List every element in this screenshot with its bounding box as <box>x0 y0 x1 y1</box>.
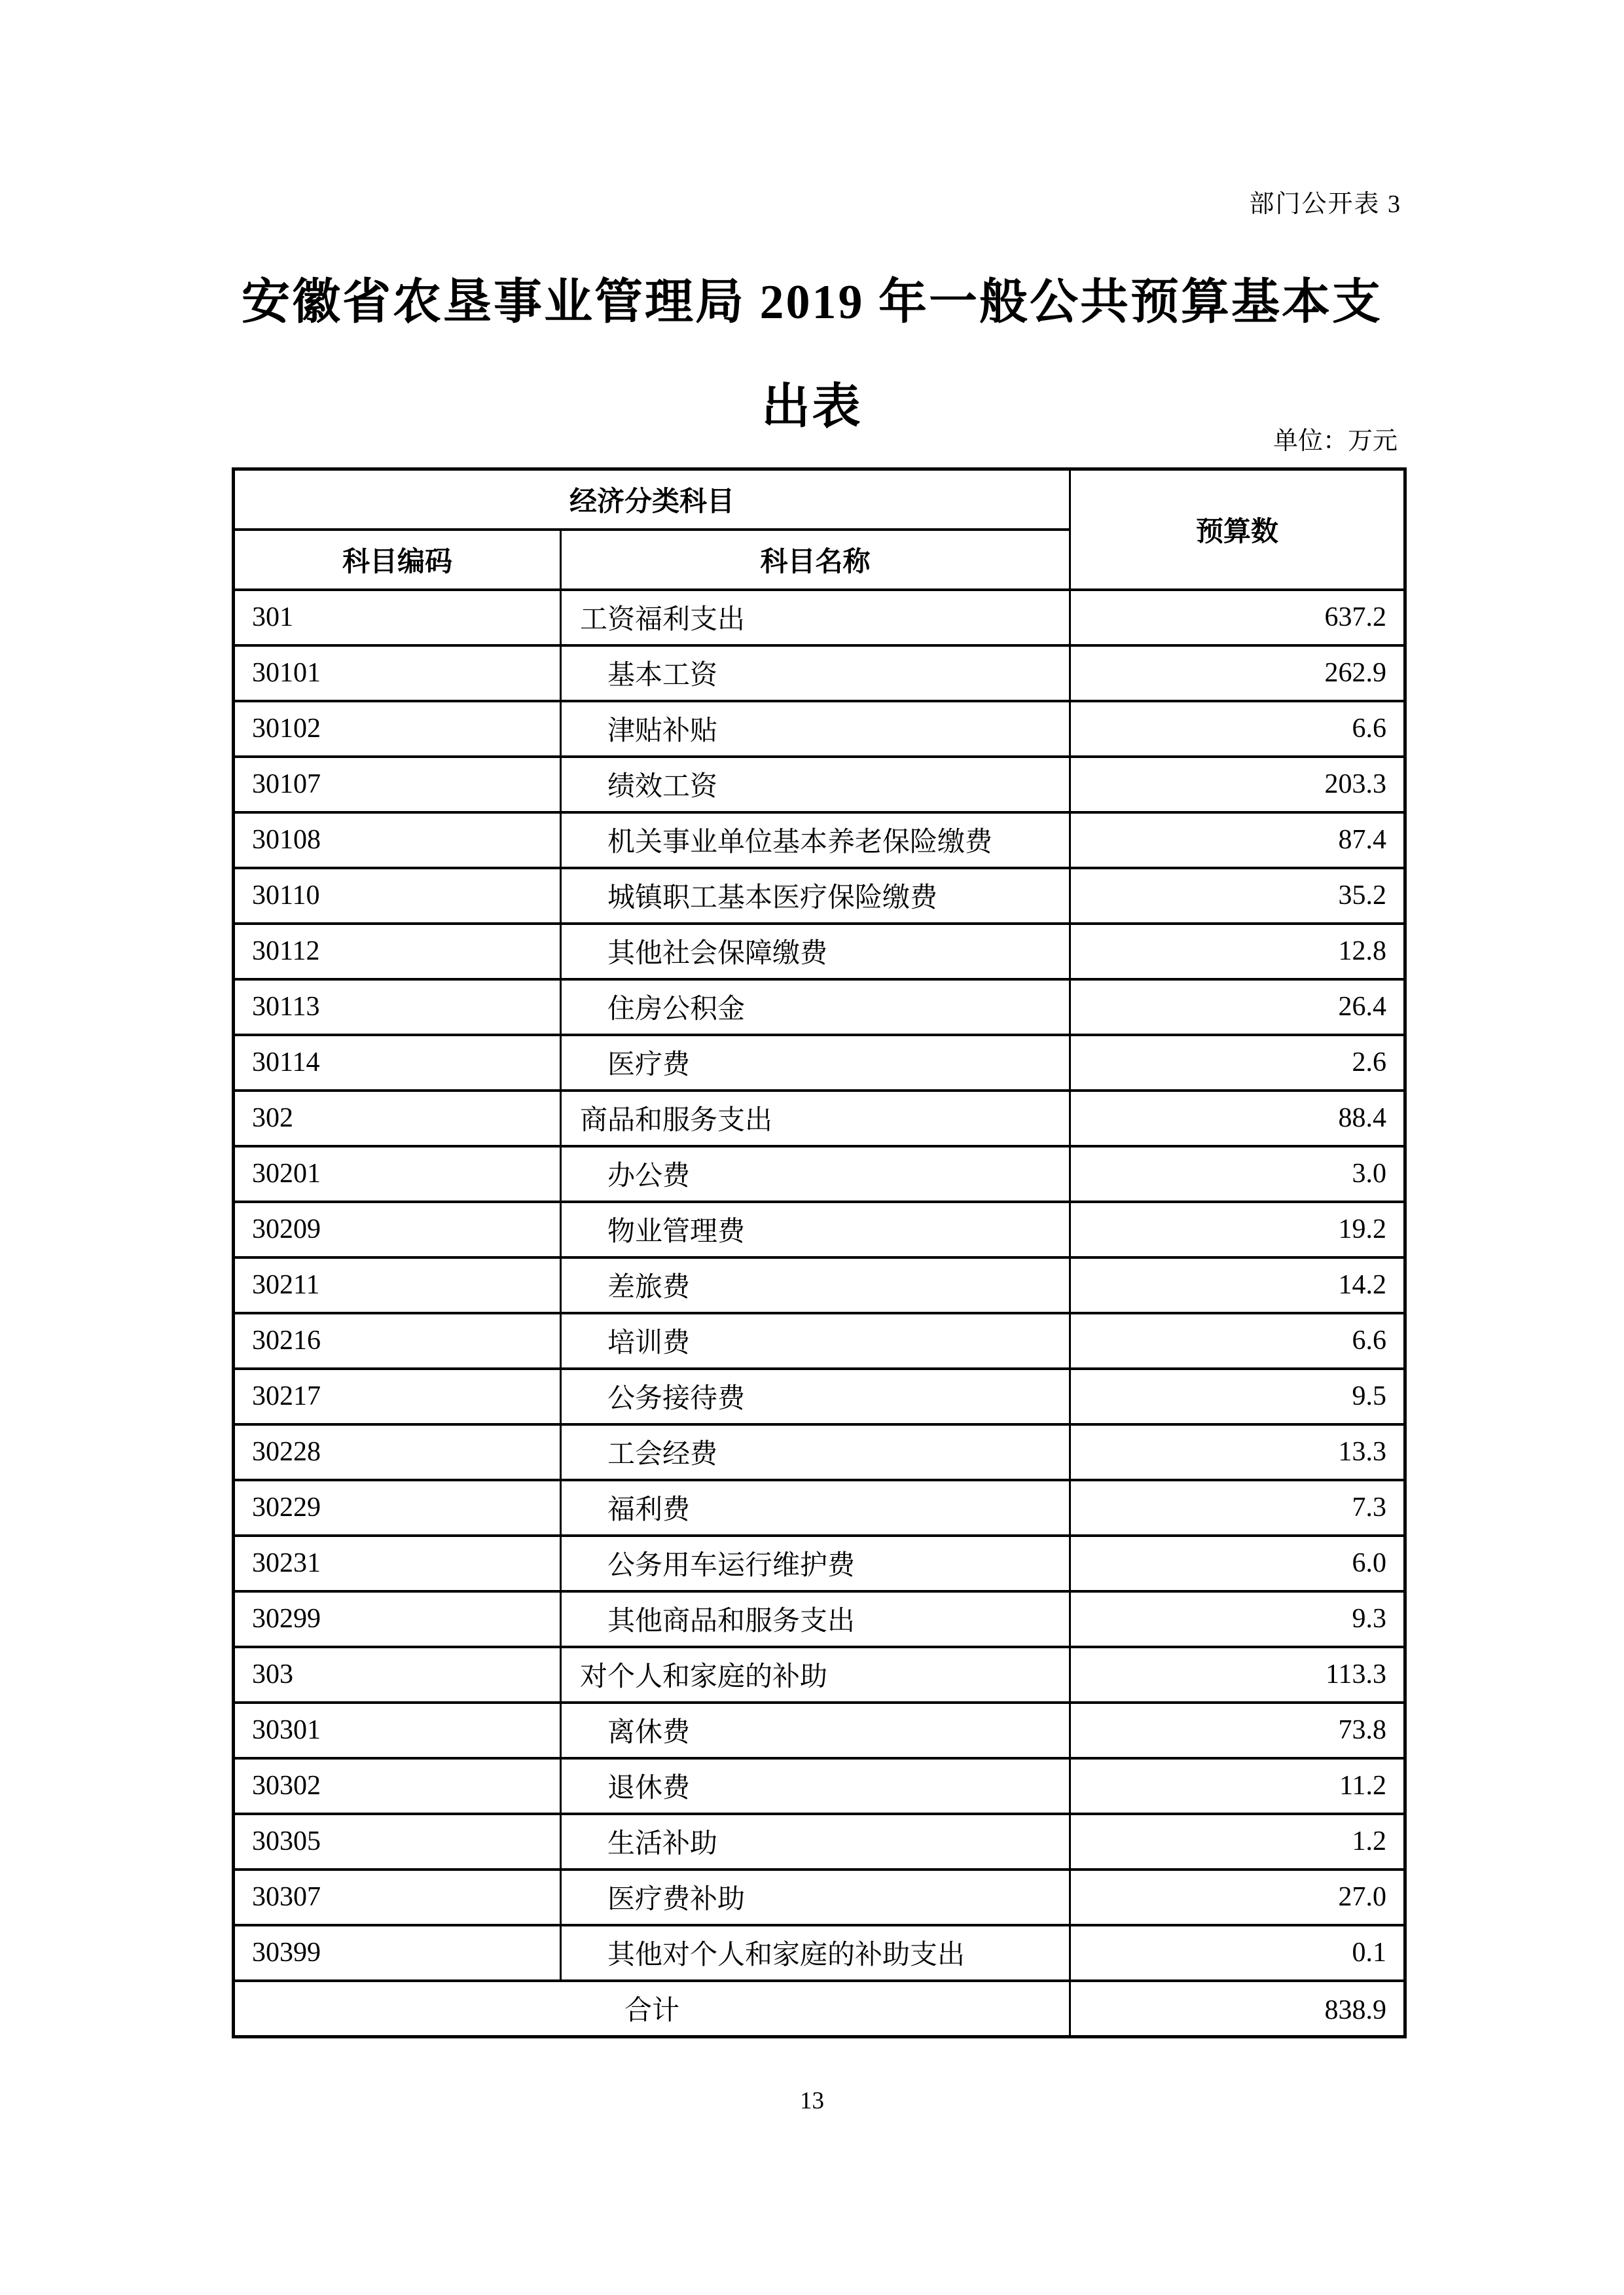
row-name: 对个人和家庭的补助 <box>561 1647 1070 1703</box>
row-name: 福利费 <box>561 1480 1070 1536</box>
page-title-line1: 安徽省农垦事业管理局 2019 年一般公共预算基本支 <box>242 276 1382 329</box>
table-row <box>234 1480 1405 1536</box>
table-row <box>234 645 1405 701</box>
table-row <box>234 1758 1405 1814</box>
row-code: 30211 <box>234 1257 561 1313</box>
header-code: 科目编码 <box>234 530 561 590</box>
row-code: 302 <box>234 1091 561 1146</box>
row-name: 住房公积金 <box>561 979 1070 1035</box>
table-row <box>234 1814 1405 1870</box>
row-value: 637.2 <box>1070 590 1405 645</box>
row-name: 生活补助 <box>561 1814 1070 1870</box>
row-value: 19.2 <box>1070 1202 1405 1257</box>
row-code: 30228 <box>234 1424 561 1480</box>
row-value: 203.3 <box>1070 757 1405 812</box>
table-row <box>234 1870 1405 1925</box>
row-name: 医疗费补助 <box>561 1870 1070 1925</box>
row-value: 14.2 <box>1070 1257 1405 1313</box>
row-name: 工会经费 <box>561 1424 1070 1480</box>
row-value: 7.3 <box>1070 1480 1405 1536</box>
header-row-group <box>234 469 1405 530</box>
row-code: 30108 <box>234 812 561 868</box>
row-code: 30201 <box>234 1146 561 1202</box>
budget-table <box>232 467 1407 2038</box>
row-value: 113.3 <box>1070 1647 1405 1703</box>
total-value: 838.9 <box>1070 1981 1405 2037</box>
header-name: 科目名称 <box>561 530 1070 590</box>
table-row <box>234 757 1405 812</box>
row-code: 30113 <box>234 979 561 1035</box>
document-tag: 部门公开表 3 <box>1249 190 1401 218</box>
row-name: 其他商品和服务支出 <box>561 1591 1070 1647</box>
row-name: 绩效工资 <box>561 757 1070 812</box>
row-code: 30299 <box>234 1591 561 1647</box>
table-row <box>234 1703 1405 1758</box>
table-row <box>234 1035 1405 1091</box>
row-code: 30112 <box>234 924 561 979</box>
row-code: 30217 <box>234 1369 561 1424</box>
row-name: 公务接待费 <box>561 1369 1070 1424</box>
row-value: 2.6 <box>1070 1035 1405 1091</box>
row-name: 基本工资 <box>561 645 1070 701</box>
row-code: 30231 <box>234 1536 561 1591</box>
row-value: 12.8 <box>1070 924 1405 979</box>
table-row <box>234 1202 1405 1257</box>
row-name: 公务用车运行维护费 <box>561 1536 1070 1591</box>
row-value: 26.4 <box>1070 979 1405 1035</box>
row-code: 30110 <box>234 868 561 924</box>
row-value: 87.4 <box>1070 812 1405 868</box>
header-category-group: 经济分类科目 <box>234 469 1070 530</box>
row-value: 6.6 <box>1070 701 1405 757</box>
row-code: 30107 <box>234 757 561 812</box>
row-code: 30399 <box>234 1925 561 1981</box>
row-name: 退休费 <box>561 1758 1070 1814</box>
row-value: 3.0 <box>1070 1146 1405 1202</box>
table-row <box>234 812 1405 868</box>
row-name: 机关事业单位基本养老保险缴费 <box>561 812 1070 868</box>
row-name: 津贴补贴 <box>561 701 1070 757</box>
row-value: 9.3 <box>1070 1591 1405 1647</box>
row-name: 其他对个人和家庭的补助支出 <box>561 1925 1070 1981</box>
row-value: 6.0 <box>1070 1536 1405 1591</box>
row-name: 商品和服务支出 <box>561 1091 1070 1146</box>
header-budget: 预算数 <box>1070 469 1405 590</box>
row-value: 27.0 <box>1070 1870 1405 1925</box>
table-row <box>234 1313 1405 1369</box>
row-name: 培训费 <box>561 1313 1070 1369</box>
row-value: 73.8 <box>1070 1703 1405 1758</box>
row-name: 办公费 <box>561 1146 1070 1202</box>
table-row <box>234 1369 1405 1424</box>
table-row <box>234 1424 1405 1480</box>
row-code: 30229 <box>234 1480 561 1536</box>
table-row <box>234 979 1405 1035</box>
row-code: 30307 <box>234 1870 561 1925</box>
table-row <box>234 924 1405 979</box>
row-code: 303 <box>234 1647 561 1703</box>
row-value: 0.1 <box>1070 1925 1405 1981</box>
table-row <box>234 1257 1405 1313</box>
table-row <box>234 1091 1405 1146</box>
row-code: 301 <box>234 590 561 645</box>
table-row <box>234 590 1405 645</box>
budget-table-header <box>234 469 1405 590</box>
budget-table-body <box>234 590 1405 1981</box>
table-row <box>234 1647 1405 1703</box>
row-value: 35.2 <box>1070 868 1405 924</box>
row-value: 9.5 <box>1070 1369 1405 1424</box>
row-value: 262.9 <box>1070 645 1405 701</box>
row-name: 物业管理费 <box>561 1202 1070 1257</box>
page-title-line2: 出表 <box>761 380 863 434</box>
row-name: 其他社会保障缴费 <box>561 924 1070 979</box>
row-code: 30102 <box>234 701 561 757</box>
row-name: 工资福利支出 <box>561 590 1070 645</box>
total-row <box>234 1981 1405 2037</box>
row-name: 离休费 <box>561 1703 1070 1758</box>
row-code: 30216 <box>234 1313 561 1369</box>
page-number: 13 <box>800 2087 824 2114</box>
row-code: 30301 <box>234 1703 561 1758</box>
row-value: 1.2 <box>1070 1814 1405 1870</box>
row-value: 88.4 <box>1070 1091 1405 1146</box>
table-row <box>234 701 1405 757</box>
total-label: 合计 <box>234 1981 1070 2037</box>
row-value: 6.6 <box>1070 1313 1405 1369</box>
table-row <box>234 1925 1405 1981</box>
row-code: 30209 <box>234 1202 561 1257</box>
budget-table-footer <box>234 1981 1405 2037</box>
row-name: 差旅费 <box>561 1257 1070 1313</box>
row-code: 30305 <box>234 1814 561 1870</box>
table-row <box>234 1146 1405 1202</box>
row-code: 30302 <box>234 1758 561 1814</box>
row-code: 30101 <box>234 645 561 701</box>
row-name: 医疗费 <box>561 1035 1070 1091</box>
row-value: 13.3 <box>1070 1424 1405 1480</box>
table-row <box>234 1536 1405 1591</box>
row-value: 11.2 <box>1070 1758 1405 1814</box>
table-row <box>234 1591 1405 1647</box>
row-name: 城镇职工基本医疗保险缴费 <box>561 868 1070 924</box>
unit-note: 单位：万元 <box>1272 427 1398 455</box>
row-code: 30114 <box>234 1035 561 1091</box>
table-row <box>234 868 1405 924</box>
